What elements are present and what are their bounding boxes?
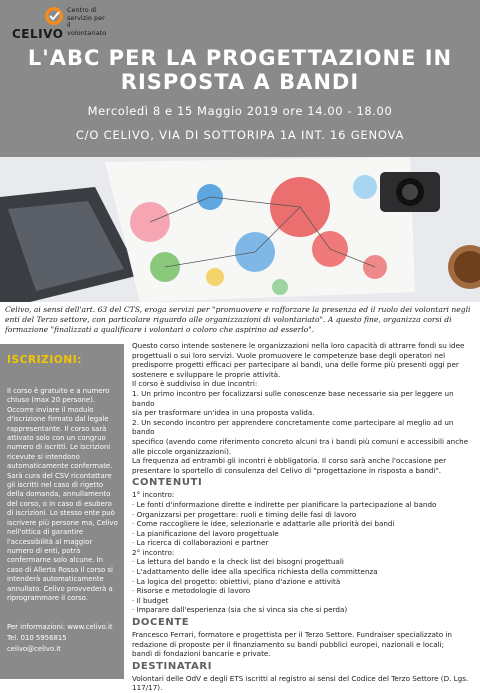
list-item: · Organizzarsi per progettare: ruoli e timing delle fasi di lavoro — [132, 509, 357, 519]
event-location: C/O CELIVO, VIA DI SOTTORIPA 1A INT. 16 GENOVA — [75, 128, 405, 142]
list-item: · Imparare dall'esperienza (sia che si vinca sia che si perda) — [132, 605, 348, 615]
list-item: 1° incontro: — [132, 490, 175, 500]
contenuti-list — [132, 490, 476, 615]
destinatari-heading: DESTINATARI — [132, 660, 213, 672]
list-item: · Il budget — [132, 595, 169, 605]
header-banner — [0, 0, 480, 157]
contenuti-heading: CONTENUTI — [132, 477, 203, 489]
registration-sidebar — [0, 344, 124, 679]
main-content — [132, 341, 476, 693]
list-item: · Come raccogliere le idee, selezionarle e adattarle alle priorità dei bandi — [132, 519, 395, 529]
docente-heading: DOCENTE — [132, 617, 190, 629]
course-description: Questo corso intende sostenere le organizzazioni nella loro capacità di attrarre fondi su idee progettuali o sui loro servizi. Vuole promuovere le competenze base degli operatori nel predisporre progetti efficaci per partecipare ai bandi, una delle forme più presenti oggi per sostenere e sviluppare le proprie attività. Il corso è suddiviso in due incontri: 1. Un primo incontro per focalizzarsi sulle conoscenze base necessarie sia per leggere un bando sia per trasformare un'idea in una proposta valida. 2. Un secondo incontro per apprendere concretamente come partecipare al meglio ad un bando specifico (avendo come riferimento concreto alcuni tra i bandi più comuni e accessibili anche alle piccole organizzazioni). La frequenza ad entrambi gli incontri è obbligatoria. Il corso sarà anche l'occasione per presentare lo sportello di consulenza del Celivo di "progettazione in risposta a bandi". — [132, 341, 469, 475]
celivo-logo-icon — [44, 6, 64, 26]
registration-text: Il corso è gratuito e a numero chiuso (max 20 persone). Occorre inviare il modulo d'iscrizione firmato dal legale rappresentante. Il corso sarà attivato solo con un congruo numero di iscritti. Le iscrizioni ricevute si intendono automaticamente confermate. Sarà cura del CSV ricontattare gli iscritti nel caso di rigetto della domanda, annullamento del corso, o in caso di esubero di iscrizioni. Lo stesso ente può iscrivere più persone ma, Celivo nell'ottica di garantire l'accessibilità al maggior numero di enti, potrà confermarne solo alcune. In caso di Allerta Rossa il corso si intenderà automaticamente annullato. Celivo provvederà a riprogrammare il corso. — [7, 387, 118, 602]
event-dates: Mercoledì 8 e 15 Maggio 2019 ore 14.00 - 18.00 — [87, 104, 393, 118]
list-item: · Le fonti d'informazione dirette e indirette per pianificare la partecipazione al bando — [132, 499, 437, 509]
list-item: · L'adattamento delle idee alla specifica richiesta della committenza — [132, 567, 378, 577]
header-photo — [0, 157, 480, 302]
logo-wordmark: CELIVO — [12, 27, 64, 41]
contact-website[interactable]: Per informazioni: www.celivo.it — [7, 623, 113, 631]
list-item: · Risorse e metodologie di lavoro — [132, 586, 251, 596]
contact-email[interactable]: celivo@celivo.it — [7, 645, 61, 653]
destinatari-text: Volontari delle OdV e degli ETS iscritti al registro ai sensi del Codice del Terzo Settore (D. Lgs. 117/17). — [132, 673, 469, 693]
list-item: · La pianificazione del lavoro progettuale — [132, 528, 279, 538]
contact-phone[interactable]: Tel. 010 5956815 — [7, 634, 67, 642]
list-item: 2° incontro: — [132, 547, 175, 557]
photo-illustration — [0, 157, 480, 302]
logo-tagline: Centro di servizio per il volontariato — [67, 6, 107, 37]
list-item: · La lettura del bando e la check list dei bisogni progettuali — [132, 557, 344, 567]
list-item: · La logica del progetto: obiettivi, piano d'azione e attività — [132, 576, 341, 586]
intro-paragraph: Celivo, ai sensi dell'art. 63 del CTS, eroga servizi per "promuovere e rafforzare la presenza ed il ruolo dei volontari negli enti del Terzo settore, con particolare riguardo alle organizzazioni di volontariato". A questo fine, organizza corsi di formazione "finalizzati a qualificare i volontari o coloro che aspirino ad esserlo". — [5, 305, 471, 334]
page-title: L'ABC PER LA PROGETTAZIONE IN RISPOSTA A BANDI — [27, 46, 453, 94]
docente-text: Francesco Ferrari, formatore e progettista per il Terzo Settore. Fundraiser specializzato in redazione di proposte per il finanziamento su bandi pubblici europei, nazionali e locali; bandi di fondazioni bancarie e private. — [132, 630, 452, 659]
contact-info — [7, 622, 120, 655]
registration-title: ISCRIZIONI: — [7, 354, 83, 366]
list-item: · La ricerca di collaborazioni e partner — [132, 538, 269, 548]
celivo-logo[interactable] — [6, 3, 106, 43]
